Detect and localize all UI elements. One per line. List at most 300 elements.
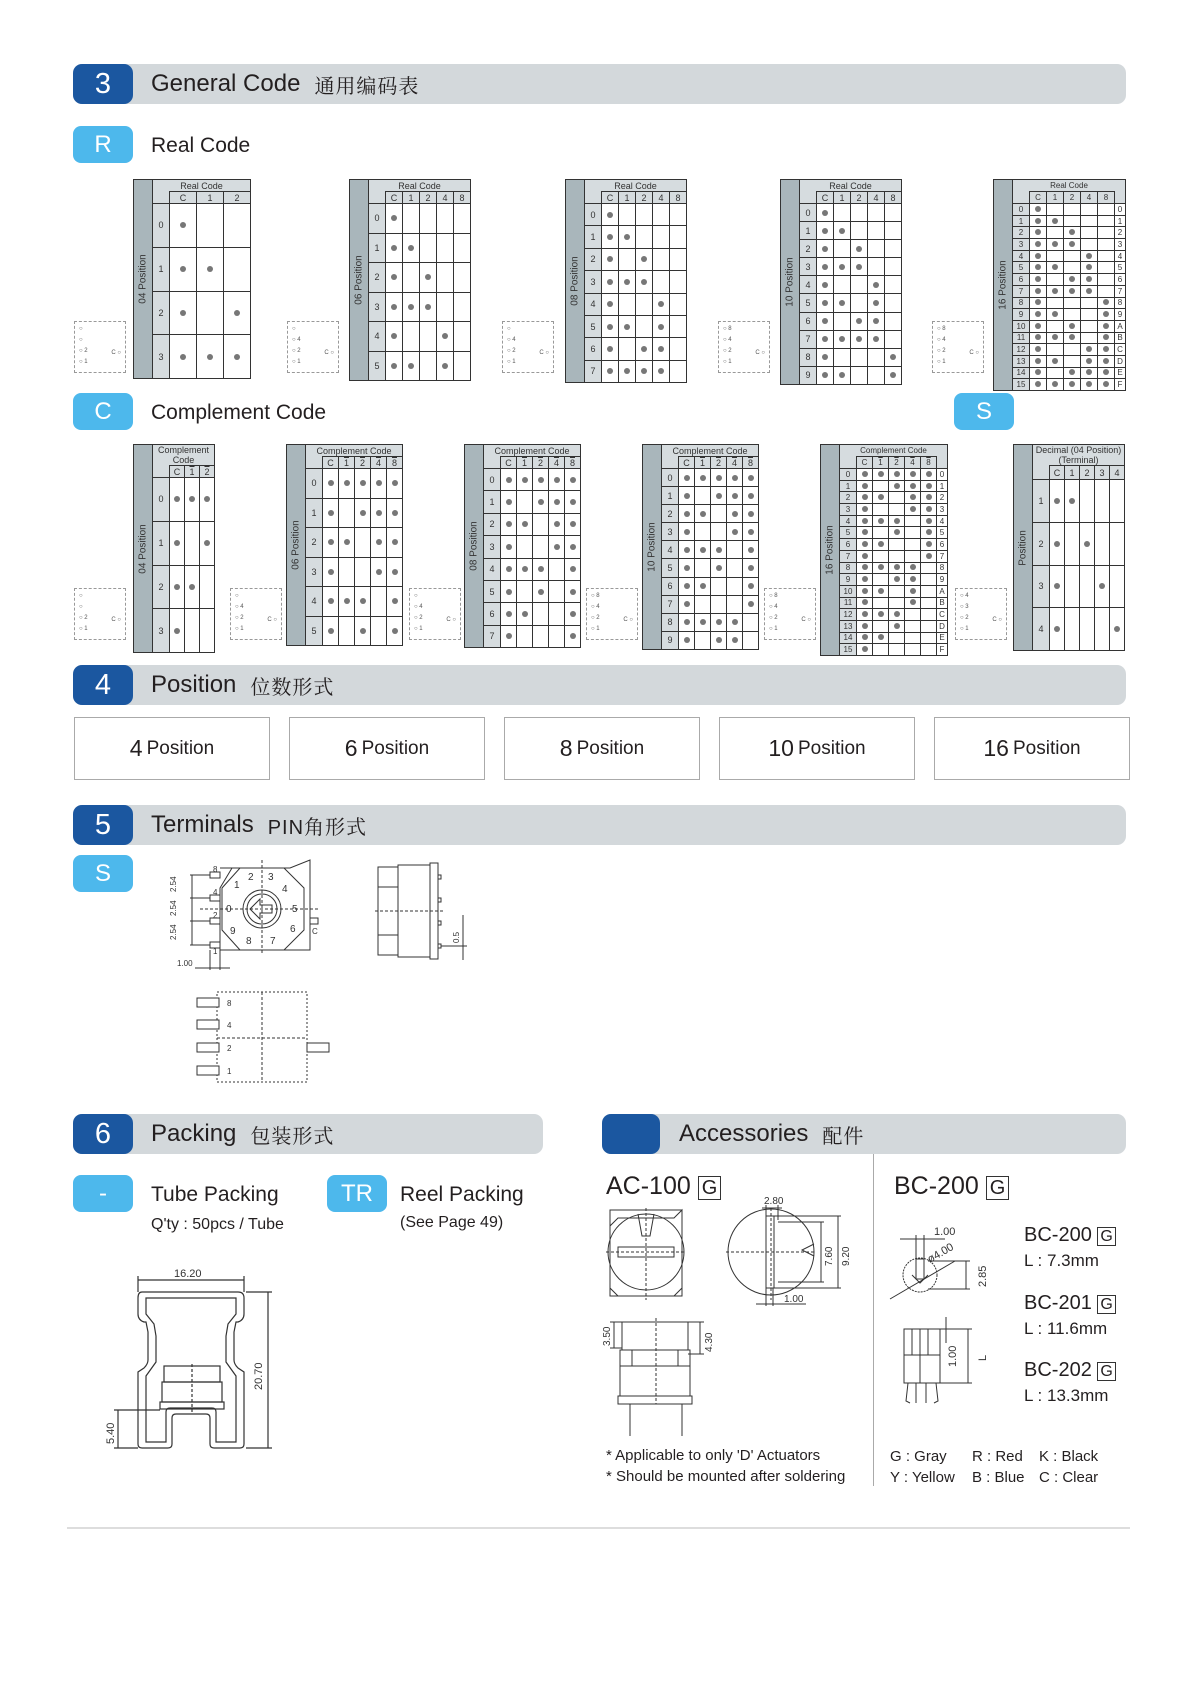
code-cell bbox=[1110, 480, 1125, 523]
code-cell bbox=[1047, 239, 1064, 251]
dot-icon bbox=[748, 601, 754, 607]
code-cell bbox=[889, 620, 905, 632]
code-cell bbox=[679, 613, 695, 631]
row-label: 7 bbox=[484, 625, 501, 647]
code-cell bbox=[197, 247, 224, 291]
dot-icon bbox=[926, 541, 932, 547]
hex-label: A bbox=[1115, 320, 1126, 332]
position-side-label: 06 Position bbox=[287, 445, 306, 646]
code-cell bbox=[200, 478, 215, 522]
dot-icon bbox=[570, 589, 576, 595]
code-cell bbox=[636, 271, 653, 293]
code-cell bbox=[387, 587, 403, 617]
code-cell bbox=[636, 338, 653, 360]
code-cell bbox=[355, 498, 371, 528]
code-cell bbox=[905, 644, 921, 656]
terminal-side-view-drawing bbox=[375, 865, 475, 965]
code-cell bbox=[679, 559, 695, 577]
row-label: 5 bbox=[800, 294, 817, 312]
position-option-6[interactable]: 6 Position bbox=[289, 717, 485, 780]
hex-label: 2 bbox=[937, 492, 948, 504]
code-cell bbox=[454, 204, 471, 234]
code-cell bbox=[619, 204, 636, 226]
code-cell bbox=[695, 487, 711, 505]
row-label: 1 bbox=[662, 487, 679, 505]
dot-icon bbox=[328, 628, 334, 634]
code-cell bbox=[711, 469, 727, 487]
code-cell bbox=[679, 595, 695, 613]
code-cell bbox=[1065, 480, 1080, 523]
dot-icon bbox=[1052, 381, 1058, 387]
table-row bbox=[821, 550, 948, 562]
code-cell bbox=[437, 263, 454, 293]
dot-icon bbox=[1086, 358, 1092, 364]
table-row bbox=[821, 492, 948, 504]
code-cell bbox=[323, 528, 339, 558]
table-row bbox=[994, 262, 1126, 274]
code-cell bbox=[1064, 379, 1081, 391]
row-label: 6 bbox=[840, 539, 857, 551]
column-header: 1 bbox=[197, 192, 224, 204]
code-cell bbox=[1080, 565, 1095, 608]
dot-icon bbox=[204, 540, 210, 546]
code-cell bbox=[711, 541, 727, 559]
svg-text:L: L bbox=[977, 1354, 989, 1361]
dot-icon bbox=[910, 494, 916, 500]
dot-icon bbox=[684, 511, 690, 517]
code-cell bbox=[834, 366, 851, 384]
code-cell bbox=[1081, 297, 1098, 309]
code-cell bbox=[1110, 565, 1125, 608]
row-label: 8 bbox=[840, 562, 857, 574]
code-cell bbox=[403, 204, 420, 234]
code-cell bbox=[170, 609, 185, 653]
column-header: C bbox=[679, 457, 695, 469]
code-cell bbox=[636, 315, 653, 337]
code-cell bbox=[857, 527, 873, 539]
table-row bbox=[821, 515, 948, 527]
dot-icon bbox=[822, 282, 828, 288]
hex-label: D bbox=[937, 620, 948, 632]
code-cell bbox=[885, 240, 902, 258]
svg-text:4.30: 4.30 bbox=[704, 1332, 715, 1352]
dot-icon bbox=[1103, 323, 1109, 329]
code-cell bbox=[619, 271, 636, 293]
row-label: 5 bbox=[484, 580, 501, 602]
code-cell bbox=[602, 315, 619, 337]
position-side-label: Position bbox=[1014, 445, 1033, 651]
dot-icon bbox=[684, 619, 690, 625]
dot-icon bbox=[522, 611, 528, 617]
column-header: 2 bbox=[889, 457, 905, 469]
dot-icon bbox=[926, 483, 932, 489]
code-cell bbox=[889, 504, 905, 516]
code-cell bbox=[1081, 355, 1098, 367]
code-cell bbox=[1098, 227, 1115, 239]
row-label: 1 bbox=[800, 222, 817, 240]
code-cell bbox=[905, 597, 921, 609]
row-label: 1 bbox=[153, 521, 170, 565]
dot-icon bbox=[624, 368, 630, 374]
dot-icon bbox=[862, 494, 868, 500]
column-header: 8 bbox=[387, 457, 403, 469]
code-cell bbox=[355, 557, 371, 587]
code-cell bbox=[565, 603, 581, 625]
column-header: 1 bbox=[1047, 192, 1064, 204]
row-label: 4 bbox=[840, 515, 857, 527]
position-option-16[interactable]: 16 Position bbox=[934, 717, 1130, 780]
code-cell bbox=[339, 557, 355, 587]
section-header-general-code bbox=[73, 64, 1126, 104]
code-cell bbox=[200, 521, 215, 565]
dot-icon bbox=[1035, 299, 1041, 305]
code-cell bbox=[889, 469, 905, 481]
dot-icon bbox=[506, 611, 512, 617]
code-cell bbox=[170, 565, 185, 609]
svg-text:2.54: 2.54 bbox=[169, 876, 178, 892]
svg-text:20.70: 20.70 bbox=[253, 1362, 265, 1390]
row-label: 7 bbox=[800, 330, 817, 348]
column-header: 4 bbox=[653, 192, 670, 204]
code-cell bbox=[1030, 344, 1047, 356]
code-cell bbox=[501, 603, 517, 625]
code-cell bbox=[565, 625, 581, 647]
code-cell bbox=[323, 557, 339, 587]
section-title: Terminals PIN角形式 bbox=[151, 811, 368, 839]
dot-icon bbox=[174, 496, 180, 502]
code-cell bbox=[817, 204, 834, 222]
code-cell bbox=[636, 226, 653, 248]
code-cell bbox=[851, 330, 868, 348]
code-cell bbox=[921, 492, 937, 504]
reel-packing-note: (See Page 49) bbox=[400, 1214, 504, 1231]
code-cell bbox=[834, 258, 851, 276]
row-label: 9 bbox=[1013, 309, 1030, 321]
code-cell bbox=[1098, 250, 1115, 262]
code-cell bbox=[1081, 262, 1098, 274]
dot-icon bbox=[862, 529, 868, 535]
row-label: 4 bbox=[800, 276, 817, 294]
code-cell bbox=[185, 609, 200, 653]
code-cell bbox=[1047, 204, 1064, 216]
code-cell bbox=[885, 276, 902, 294]
code-cell bbox=[224, 204, 251, 248]
pin-layout-diagram: ○ ○ 4 ○ 2 ○ 1 C ○ bbox=[287, 321, 339, 373]
column-header: 2 bbox=[851, 192, 868, 204]
dot-icon bbox=[856, 336, 862, 342]
code-cell bbox=[1047, 332, 1064, 344]
code-cell bbox=[873, 492, 889, 504]
color-legend: G : Gray R : Red K : Black Y : Yellow B : Blue C : Clear bbox=[890, 1448, 1099, 1486]
dot-icon bbox=[442, 333, 448, 339]
table-row bbox=[821, 644, 948, 656]
svg-text:3: 3 bbox=[268, 872, 274, 883]
code-cell bbox=[727, 505, 743, 523]
dot-icon bbox=[732, 637, 738, 643]
code-cell bbox=[403, 351, 420, 381]
code-cell bbox=[636, 360, 653, 382]
column-header: 4 bbox=[905, 457, 921, 469]
row-label: 11 bbox=[840, 597, 857, 609]
row-label: 6 bbox=[585, 338, 602, 360]
table-header: Real Code bbox=[153, 180, 251, 192]
code-cell bbox=[834, 276, 851, 294]
dot-icon bbox=[328, 569, 334, 575]
section-header-terminals bbox=[73, 805, 1126, 845]
position-option-10[interactable]: 10 Position bbox=[719, 717, 915, 780]
code-cell bbox=[185, 521, 200, 565]
dot-icon bbox=[822, 228, 828, 234]
dot-icon bbox=[408, 363, 414, 369]
dot-icon bbox=[839, 336, 845, 342]
dot-icon bbox=[328, 598, 334, 604]
row-label: 2 bbox=[585, 248, 602, 270]
svg-text:2: 2 bbox=[227, 1044, 232, 1053]
code-cell bbox=[817, 258, 834, 276]
svg-text:16.20: 16.20 bbox=[174, 1268, 202, 1280]
section-title: Position 位数形式 bbox=[151, 671, 335, 699]
code-cell bbox=[711, 631, 727, 649]
code-cell bbox=[851, 276, 868, 294]
code-cell bbox=[905, 574, 921, 586]
bc-variant-0: BC-200 G L : 7.3mm bbox=[1024, 1223, 1116, 1273]
code-cell bbox=[517, 603, 533, 625]
code-cell bbox=[1050, 522, 1065, 565]
dot-icon bbox=[878, 541, 884, 547]
position-option-8[interactable]: 8 Position bbox=[504, 717, 700, 780]
code-cell bbox=[1064, 367, 1081, 379]
terminal-footprint-drawing bbox=[195, 990, 335, 1085]
dot-icon bbox=[926, 529, 932, 535]
code-cell bbox=[873, 562, 889, 574]
dot-icon bbox=[1054, 498, 1060, 504]
code-cell bbox=[1064, 297, 1081, 309]
dot-icon bbox=[748, 493, 754, 499]
dot-icon bbox=[344, 598, 350, 604]
code-cell bbox=[170, 521, 185, 565]
code-cell bbox=[355, 587, 371, 617]
dot-icon bbox=[926, 471, 932, 477]
row-label: 5 bbox=[1013, 262, 1030, 274]
dot-icon bbox=[607, 324, 613, 330]
code-cell bbox=[1047, 309, 1064, 321]
dot-icon bbox=[1099, 583, 1105, 589]
hex-label: 8 bbox=[937, 562, 948, 574]
dot-icon bbox=[684, 565, 690, 571]
dot-icon bbox=[839, 372, 845, 378]
dot-icon bbox=[1035, 264, 1041, 270]
code-cell bbox=[1030, 227, 1047, 239]
code-cell bbox=[197, 335, 224, 379]
hex-label: 3 bbox=[1115, 239, 1126, 251]
code-cell bbox=[517, 580, 533, 602]
code-cell bbox=[1030, 367, 1047, 379]
code-cell bbox=[695, 559, 711, 577]
code-cell bbox=[921, 632, 937, 644]
dot-icon bbox=[1103, 346, 1109, 352]
code-cell bbox=[386, 233, 403, 263]
real-code-badge: R bbox=[73, 126, 133, 163]
code-cell bbox=[197, 291, 224, 335]
code-cell bbox=[1047, 367, 1064, 379]
code-cell bbox=[695, 595, 711, 613]
code-cell bbox=[921, 515, 937, 527]
dot-icon bbox=[538, 566, 544, 572]
code-cell bbox=[619, 338, 636, 360]
dot-icon bbox=[822, 246, 828, 252]
dot-icon bbox=[1035, 311, 1041, 317]
code-cell bbox=[602, 248, 619, 270]
column-header: 2 bbox=[200, 466, 215, 478]
code-cell bbox=[727, 613, 743, 631]
dot-icon bbox=[360, 628, 366, 634]
code-cell bbox=[857, 574, 873, 586]
dot-icon bbox=[506, 589, 512, 595]
svg-text:8: 8 bbox=[227, 999, 232, 1008]
dot-icon bbox=[862, 634, 868, 640]
dot-icon bbox=[360, 480, 366, 486]
position-side-label: 16 Position bbox=[994, 180, 1013, 391]
dot-icon bbox=[878, 588, 884, 594]
dot-icon bbox=[1035, 381, 1041, 387]
row-label: 2 bbox=[369, 263, 386, 293]
dot-icon bbox=[700, 547, 706, 553]
table-row bbox=[821, 585, 948, 597]
hex-label: 2 bbox=[1115, 227, 1126, 239]
svg-text:9.20: 9.20 bbox=[841, 1246, 852, 1266]
column-header: C bbox=[857, 457, 873, 469]
code-cell bbox=[437, 292, 454, 322]
row-label: 0 bbox=[484, 469, 501, 491]
code-cell bbox=[1030, 215, 1047, 227]
dot-icon bbox=[1035, 358, 1041, 364]
code-cell bbox=[619, 226, 636, 248]
code-cell bbox=[1098, 379, 1115, 391]
dot-icon bbox=[862, 471, 868, 477]
code-cell bbox=[817, 312, 834, 330]
svg-text:C: C bbox=[312, 927, 318, 936]
column-header: 4 bbox=[868, 192, 885, 204]
code-cell bbox=[711, 577, 727, 595]
svg-text:6: 6 bbox=[290, 924, 296, 935]
position-option-4[interactable]: 4 Position bbox=[74, 717, 270, 780]
code-cell bbox=[889, 609, 905, 621]
row-label: 0 bbox=[800, 204, 817, 222]
variant-color-code: G bbox=[1097, 1295, 1115, 1314]
code-cell bbox=[873, 504, 889, 516]
code-cell bbox=[549, 513, 565, 535]
code-cell bbox=[921, 562, 937, 574]
terminal-top-view-drawing bbox=[170, 860, 340, 980]
dot-icon bbox=[522, 566, 528, 572]
hex-label: 9 bbox=[937, 574, 948, 586]
dot-icon bbox=[607, 256, 613, 262]
dot-icon bbox=[408, 304, 414, 310]
code-cell bbox=[743, 487, 759, 505]
code-cell bbox=[1098, 367, 1115, 379]
column-header: 8 bbox=[1098, 192, 1115, 204]
code-cell bbox=[921, 480, 937, 492]
code-cell bbox=[619, 315, 636, 337]
reel-packing-badge: TR bbox=[327, 1175, 387, 1212]
code-cell bbox=[1098, 320, 1115, 332]
dot-icon bbox=[506, 477, 512, 483]
code-cell bbox=[517, 513, 533, 535]
code-cell bbox=[885, 294, 902, 312]
table-row bbox=[994, 320, 1126, 332]
code-cell bbox=[1080, 480, 1095, 523]
dot-icon bbox=[391, 245, 397, 251]
accessories-divider bbox=[873, 1154, 874, 1486]
code-cell bbox=[868, 258, 885, 276]
code-cell bbox=[386, 204, 403, 234]
code-cell bbox=[857, 597, 873, 609]
code-cell bbox=[549, 558, 565, 580]
code-cell bbox=[857, 492, 873, 504]
dot-icon bbox=[554, 521, 560, 527]
dot-icon bbox=[822, 264, 828, 270]
dot-icon bbox=[856, 318, 862, 324]
code-cell bbox=[857, 644, 873, 656]
row-label: 0 bbox=[840, 469, 857, 481]
dot-icon bbox=[1052, 241, 1058, 247]
code-cell bbox=[323, 587, 339, 617]
dot-icon bbox=[1084, 541, 1090, 547]
code-cell bbox=[885, 330, 902, 348]
code-cell bbox=[857, 620, 873, 632]
dot-icon bbox=[174, 540, 180, 546]
code-cell bbox=[889, 492, 905, 504]
code-cell bbox=[1098, 297, 1115, 309]
section-title: Accessories 配件 bbox=[679, 1120, 865, 1148]
code-cell bbox=[873, 632, 889, 644]
table-row bbox=[994, 355, 1126, 367]
code-cell bbox=[1064, 344, 1081, 356]
code-cell bbox=[711, 613, 727, 631]
dot-icon bbox=[856, 264, 862, 270]
dot-icon bbox=[910, 599, 916, 605]
code-cell bbox=[834, 222, 851, 240]
dot-icon bbox=[716, 493, 722, 499]
code-cell bbox=[1080, 522, 1095, 565]
code-cell bbox=[355, 616, 371, 646]
row-label: 1 bbox=[369, 233, 386, 263]
code-cell bbox=[371, 498, 387, 528]
code-cell bbox=[454, 351, 471, 381]
row-label: 3 bbox=[1033, 565, 1050, 608]
column-header: C bbox=[170, 466, 185, 478]
row-label: 9 bbox=[662, 631, 679, 649]
row-label: 6 bbox=[1013, 274, 1030, 286]
row-label: 1 bbox=[306, 498, 323, 528]
column-header: 4 bbox=[1081, 192, 1098, 204]
code-cell bbox=[711, 523, 727, 541]
dot-icon bbox=[873, 318, 879, 324]
row-label: 1 bbox=[484, 491, 501, 513]
code-cell bbox=[653, 248, 670, 270]
code-cell bbox=[679, 523, 695, 541]
dot-icon bbox=[716, 619, 722, 625]
dot-icon bbox=[328, 510, 334, 516]
row-label: 4 bbox=[369, 322, 386, 352]
dot-icon bbox=[839, 300, 845, 306]
hex-label: A bbox=[937, 585, 948, 597]
code-cell bbox=[420, 263, 437, 293]
dot-icon bbox=[624, 279, 630, 285]
code-cell bbox=[868, 294, 885, 312]
code-cell bbox=[817, 366, 834, 384]
code-cell bbox=[670, 293, 687, 315]
